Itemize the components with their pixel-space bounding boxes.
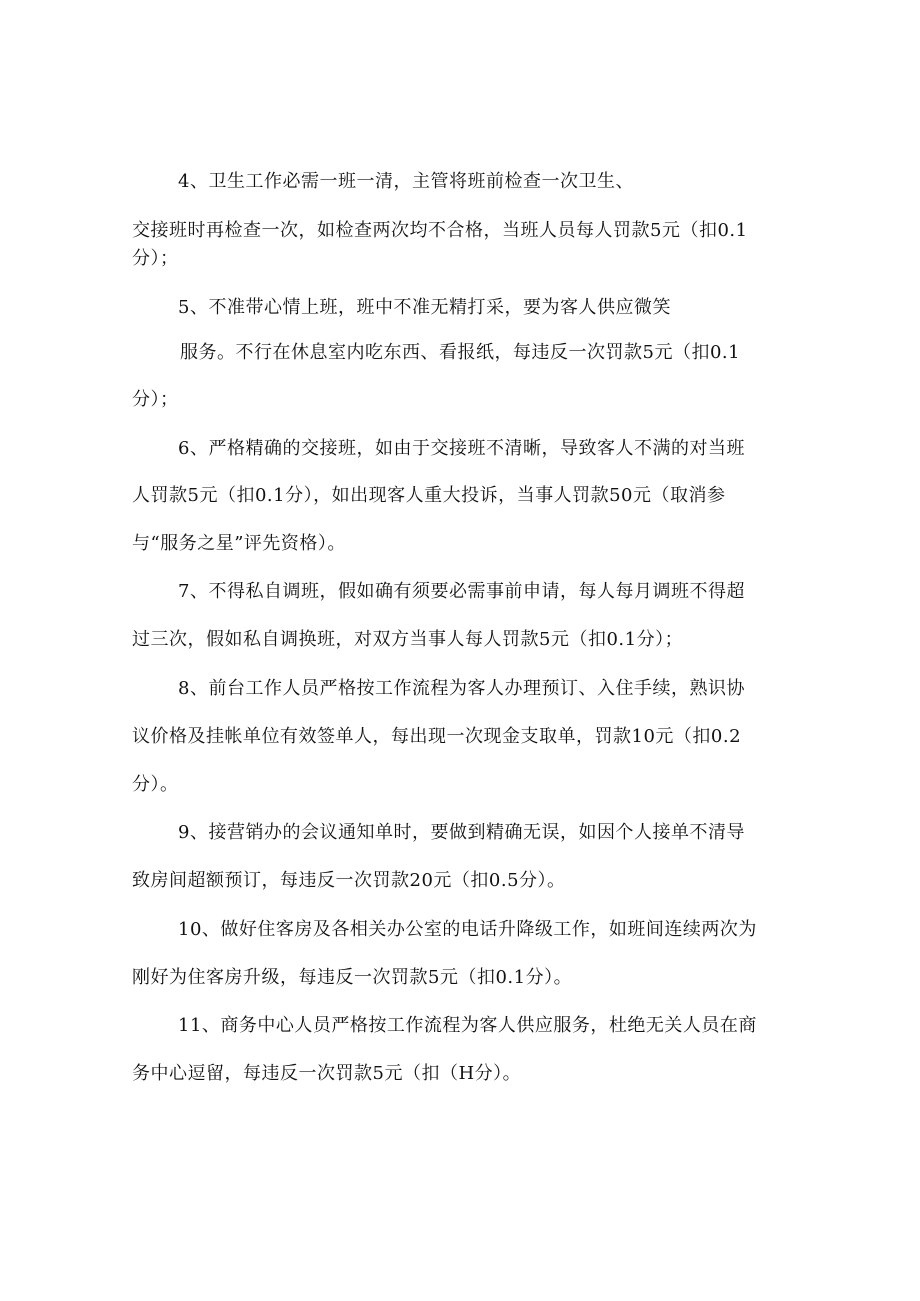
rule-5-line-2: 服务。不行在休息室内吃东西、看报纸，每违反一次罚款5元（扣0.1: [180, 342, 741, 363]
rule-8-line-2: 议价格及挂帐单位有效签单人，每出现一次现金支取单，罚款10元（扣0.2: [132, 726, 742, 747]
rule-4-line-2: 交接班时再检查一次，如检查两次均不合格，当班人员每人罚款5元（扣0.1: [132, 220, 748, 241]
rule-5-line-3: 分）；: [132, 389, 179, 410]
rule-6-line-1: 6、严格精确的交接班，如由于交接班不清晰，导致客人不满的对当班: [178, 438, 745, 459]
rule-7-line-1: 7、不得私自调班，假如确有须要必需事前申请，每人每月调班不得超: [178, 581, 745, 602]
rule-10-line-2: 刚好为住客房升级，每违反一次罚款5元（扣0.1分）。: [132, 967, 573, 988]
rule-11-line-1: 11、商务中心人员严格按工作流程为客人供应服务，杜绝无关人员在商: [178, 1015, 757, 1036]
rule-6-line-3: 与“服务之星”评先资格）。: [132, 533, 346, 554]
rule-7-line-2: 过三次，假如私自调换班，对双方当事人每人罚款5元（扣0.1分）；: [132, 629, 684, 650]
rule-6-line-2: 人罚款5元（扣0.1分），如出现客人重大投诉，当事人罚款50元（取消参: [132, 485, 726, 506]
rule-8-line-3: 分）。: [132, 774, 179, 795]
rule-4-line-3: 分）；: [132, 248, 179, 269]
rule-8-line-1: 8、前台工作人员严格按工作流程为客人办理预订、入住手续，熟识协: [178, 678, 745, 699]
rule-9-line-1: 9、接营销办的会议通知单时，要做到精确无误，如因个人接单不清导: [178, 822, 745, 843]
rule-5-line-1: 5、不准带心情上班，班中不准无精打采，要为客人供应微笑: [178, 297, 671, 318]
rule-11-line-2: 务中心逗留，每违反一次罚款5元（扣（H分）。: [132, 1063, 522, 1084]
rule-9-line-2: 致房间超额预订，每违反一次罚款20元（扣0.5分）。: [132, 870, 566, 891]
rule-4-line-1: 4、卫生工作必需一班一清，主管将班前检查一次卫生、: [178, 171, 634, 192]
rule-10-line-1: 10、做好住客房及各相关办公室的电话升降级工作，如班间连续两次为: [178, 919, 757, 940]
